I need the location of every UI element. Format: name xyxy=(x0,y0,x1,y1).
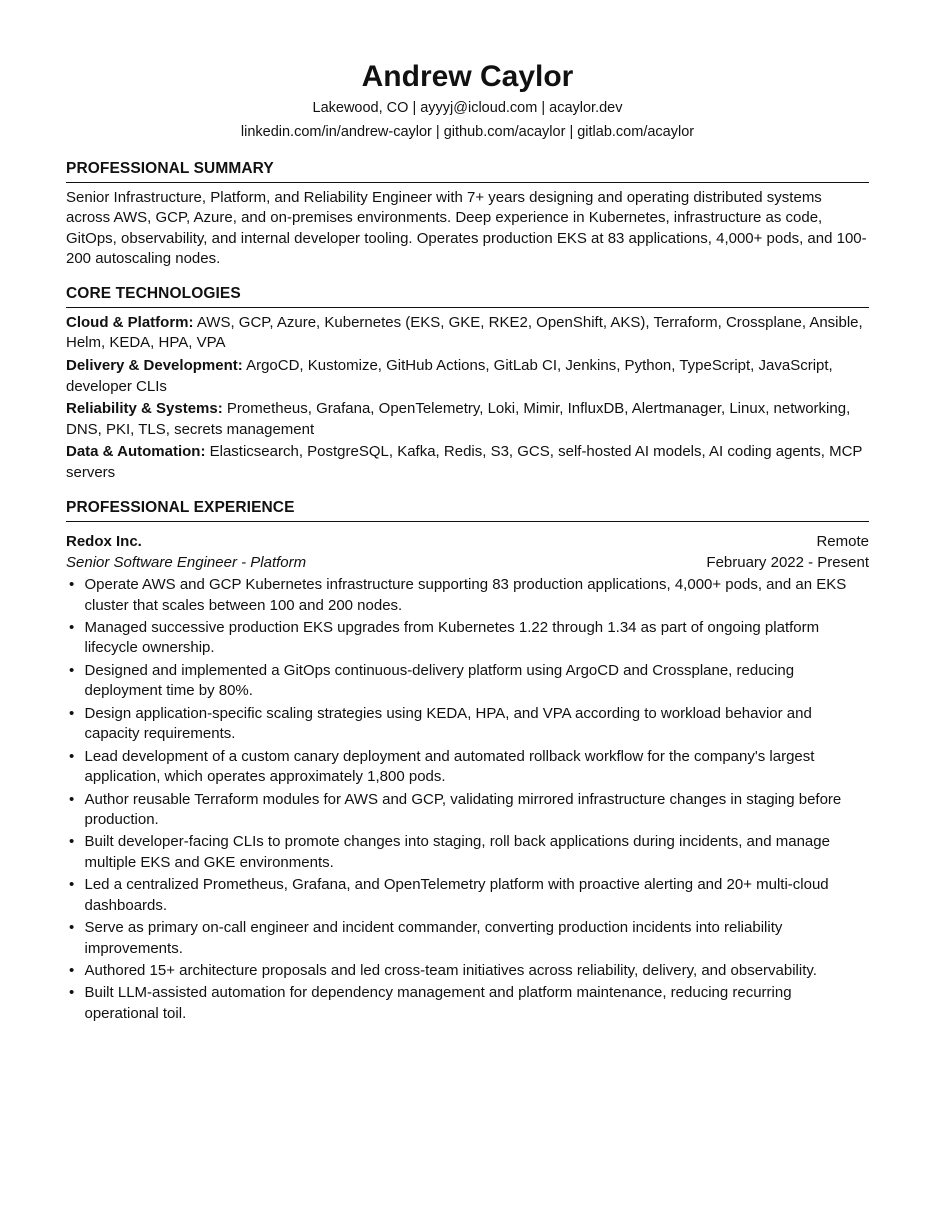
job-subheader xyxy=(66,552,869,573)
tech-label: Delivery & Development: xyxy=(66,357,243,375)
bullet-text: Built developer-facing CLIs to promote changes into staging, roll back applications during incidents, and manage multiple EKS and GKE environments. xyxy=(84,833,830,871)
bullet-item xyxy=(66,747,869,788)
bullet-item xyxy=(66,661,869,702)
bullet-text: Design application-specific scaling strategies using KEDA, HPA, and VPA according to workload behavior and capacity requirements. xyxy=(84,704,812,743)
bullet-dot-icon: • xyxy=(69,833,75,851)
contact-line-profiles: linkedin.com/in/andrew-caylor | github.com/acaylor | gitlab.com/acaylor xyxy=(240,124,695,140)
bullet-text: Serve as primary on-call engineer and incident commander, converting production incidents into reliability improvements. xyxy=(84,919,783,957)
tech-value: ArgoCD, Kustomize, GitHub Actions, GitLab CI, Jenkins, Python, TypeScript, JavaScript, developer CLIs xyxy=(66,357,833,395)
bullet-item xyxy=(66,918,869,959)
bullet-dot-icon: • xyxy=(69,919,75,937)
bullet-dot-icon: • xyxy=(69,576,75,594)
job-title: Senior Software Engineer - Platform xyxy=(66,554,307,572)
job-dates: February 2022 - Present xyxy=(706,554,869,572)
job-entry xyxy=(66,531,869,1024)
bullet-item xyxy=(66,618,869,659)
bullet-item xyxy=(66,875,869,916)
experience-heading: PROFESSIONAL EXPERIENCE xyxy=(66,498,869,522)
job-location: Remote xyxy=(816,533,869,551)
technologies-heading: CORE TECHNOLOGIES xyxy=(66,284,869,308)
tech-row-delivery-development xyxy=(66,356,869,397)
bullet-dot-icon: • xyxy=(69,876,75,894)
bullet-dot-icon: • xyxy=(69,661,75,679)
bullet-text: Designed and implemented a GitOps continuous-delivery platform using ArgoCD and Crossplane, reducing deployment time by 80%. xyxy=(84,661,795,700)
bullet-dot-icon: • xyxy=(69,704,75,722)
contact-line-location-email-site: Lakewood, CO | ayyyj@icloud.com | acaylor.dev xyxy=(312,100,623,116)
tech-label: Cloud & Platform: xyxy=(66,314,194,332)
technologies-section xyxy=(66,284,869,483)
tech-label: Data & Automation: xyxy=(66,443,206,461)
bullet-text: Author reusable Terraform modules for AWS and GCP, validating mirrored infrastructure changes in staging before production. xyxy=(84,790,842,829)
bullet-dot-icon: • xyxy=(69,618,75,636)
job-header xyxy=(66,531,869,552)
bullet-text: Authored 15+ architecture proposals and led cross-team initiatives across reliability, delivery, and observability. xyxy=(84,962,817,980)
bullet-text: Lead development of a custom canary deployment and automated rollback workflow for the company's largest application, which operates approximately 1,800 pods. xyxy=(84,747,815,786)
tech-row-reliability-systems xyxy=(66,399,869,440)
job-bullets xyxy=(66,575,869,1024)
bullet-text: Led a centralized Prometheus, Grafana, and OpenTelemetry platform with proactive alerting and 20+ multi-cloud dashboards. xyxy=(84,876,829,914)
bullet-item xyxy=(66,983,869,1024)
bullet-dot-icon: • xyxy=(69,984,75,1002)
bullet-dot-icon: • xyxy=(69,790,75,808)
bullet-dot-icon: • xyxy=(69,747,75,765)
tech-value: AWS, GCP, Azure, Kubernetes (EKS, GKE, RKE2, OpenShift, AKS), Terraform, Crossplane, Ansible, Helm, KEDA, HPA, VPA xyxy=(66,314,863,352)
experience-section xyxy=(66,498,869,1024)
bullet-item xyxy=(66,704,869,745)
bullet-item xyxy=(66,790,869,831)
summary-heading: PROFESSIONAL SUMMARY xyxy=(66,159,869,183)
tech-label: Reliability & Systems: xyxy=(66,400,223,418)
candidate-name: Andrew Caylor xyxy=(361,60,574,93)
summary-text: Senior Infrastructure, Platform, and Reliability Engineer with 7+ years designing and operating distributed systems across AWS, GCP, Azure, and on-premises environments. Deep experience in Kubernetes, infrastructure as code, GitOps, observability, and internal developer tooling. Operates production EKS at 83 applications, 4,000+ pods, and 100-200 autoscaling nodes. xyxy=(66,189,867,267)
bullet-text: Operate AWS and GCP Kubernetes infrastructure supporting 83 production applications, 4,000+ pods, and an EKS cluster that scales between 100 and 200 nodes. xyxy=(84,576,847,614)
bullet-text: Built LLM-assisted automation for dependency management and platform maintenance, reducing recurring operational toil. xyxy=(84,984,792,1022)
company-name: Redox Inc. xyxy=(66,533,142,551)
tech-value: Elasticsearch, PostgreSQL, Kafka, Redis, S3, GCS, self-hosted AI models, AI coding agents, MCP servers xyxy=(66,443,863,481)
bullet-item xyxy=(66,575,869,616)
bullet-dot-icon: • xyxy=(69,962,75,980)
tech-row-data-automation xyxy=(66,442,869,483)
summary-section xyxy=(66,159,869,269)
bullet-item xyxy=(66,961,869,982)
resume-header xyxy=(66,58,869,144)
tech-value: Prometheus, Grafana, OpenTelemetry, Loki, Mimir, InfluxDB, Alertmanager, Linux, networking, DNS, PKI, TLS, secrets management xyxy=(66,400,851,438)
bullet-item xyxy=(66,832,869,873)
bullet-text: Managed successive production EKS upgrades from Kubernetes 1.22 through 1.34 as part of ongoing platform lifecycle ownership. xyxy=(84,618,820,657)
tech-row-cloud-platform xyxy=(66,313,869,354)
